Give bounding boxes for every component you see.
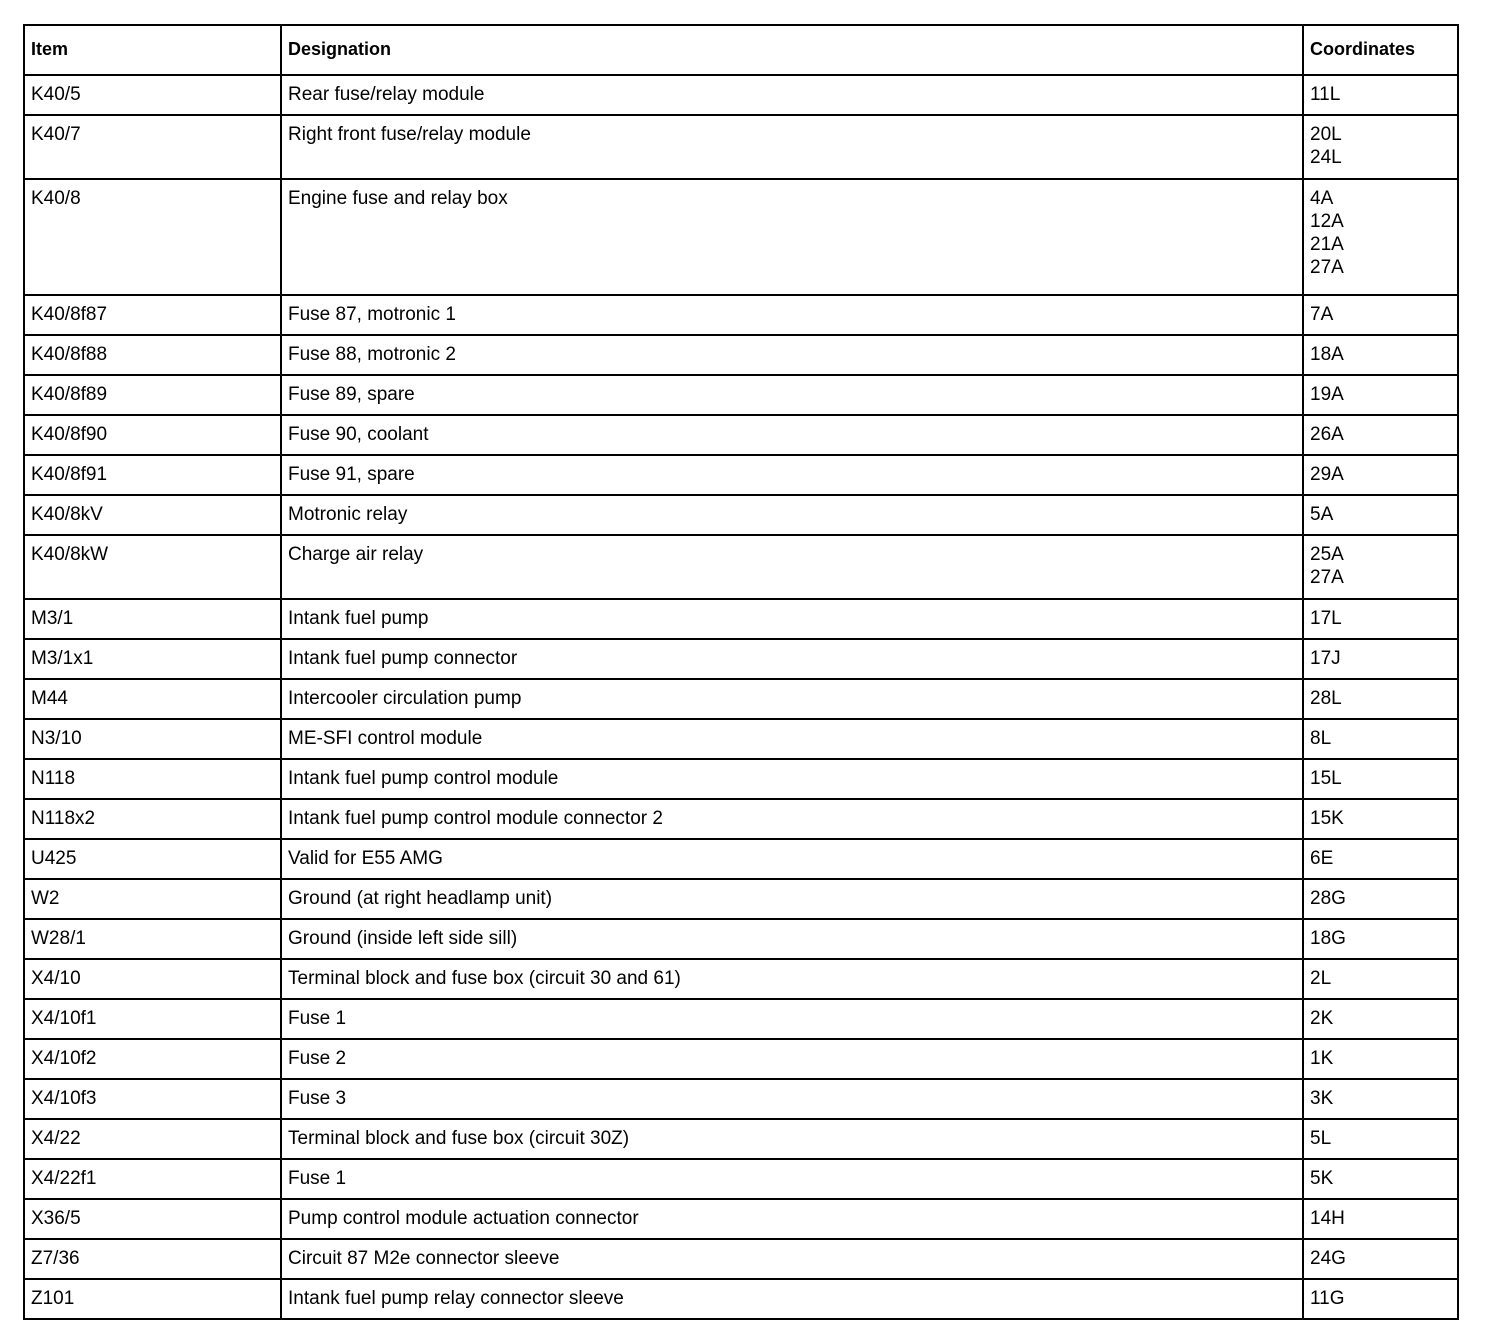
cell-designation: Fuse 88, motronic 2 [281,335,1303,375]
cell-item: K40/8kW [24,535,281,599]
header-row [24,25,1458,75]
cell-item: Z101 [24,1279,281,1319]
coordinate-value: 12A [1310,211,1344,232]
cell-designation: Valid for E55 AMG [281,839,1303,879]
cell-coordinates [1303,335,1458,375]
cell-item: K40/8f87 [24,295,281,335]
table-row [24,599,1458,639]
cell-designation: Fuse 87, motronic 1 [281,295,1303,335]
cell-designation: Engine fuse and relay box [281,179,1303,295]
cell-designation: Charge air relay [281,535,1303,599]
table-row [24,839,1458,879]
cell-designation: Fuse 89, spare [281,375,1303,415]
coordinate-value: 7A [1310,304,1334,325]
coordinate-value: 11G [1310,1288,1345,1309]
table-row [24,115,1458,179]
cell-designation: Fuse 91, spare [281,455,1303,495]
cell-item: M3/1x1 [24,639,281,679]
cell-designation: Circuit 87 M2e connector sleeve [281,1239,1303,1279]
cell-item: X4/10f3 [24,1079,281,1119]
table-row [24,1199,1458,1239]
coordinate-value: 18A [1310,344,1344,365]
table-row [24,959,1458,999]
cell-coordinates [1303,1239,1458,1279]
cell-item: X4/22 [24,1119,281,1159]
cell-item: K40/8kV [24,495,281,535]
cell-item: M3/1 [24,599,281,639]
cell-designation: Intank fuel pump connector [281,639,1303,679]
cell-coordinates [1303,1279,1458,1319]
cell-coordinates [1303,415,1458,455]
table-row [24,719,1458,759]
cell-designation: Intank fuel pump relay connector sleeve [281,1279,1303,1319]
cell-item: K40/8f88 [24,335,281,375]
cell-item: U425 [24,839,281,879]
coordinate-value: 17J [1310,648,1341,669]
cell-item: W28/1 [24,919,281,959]
table-row [24,1279,1458,1319]
cell-designation: Intank fuel pump control module connector 2 [281,799,1303,839]
coordinate-value: 15K [1310,808,1344,829]
cell-designation: Fuse 2 [281,1039,1303,1079]
cell-item: M44 [24,679,281,719]
coordinate-value: 28L [1310,688,1342,709]
cell-coordinates [1303,115,1458,179]
cell-coordinates [1303,295,1458,335]
table-body [24,75,1458,1319]
header-item: Item [24,25,281,75]
cell-coordinates [1303,879,1458,919]
cell-designation: Terminal block and fuse box (circuit 30 and 61) [281,959,1303,999]
table-row [24,295,1458,335]
table-row [24,335,1458,375]
cell-designation: Fuse 90, coolant [281,415,1303,455]
cell-designation: Ground (at right headlamp unit) [281,879,1303,919]
table-row [24,495,1458,535]
coordinate-value: 8L [1310,728,1332,749]
table-row [24,1239,1458,1279]
cell-coordinates [1303,679,1458,719]
cell-item: K40/8f89 [24,375,281,415]
cell-coordinates [1303,639,1458,679]
cell-coordinates [1303,759,1458,799]
coordinate-value: 24L [1310,147,1342,168]
table-row [24,1119,1458,1159]
cell-designation: Ground (inside left side sill) [281,919,1303,959]
cell-designation: Motronic relay [281,495,1303,535]
cell-item: X4/10f2 [24,1039,281,1079]
coordinate-value: 21A [1310,234,1344,255]
cell-item: N118 [24,759,281,799]
coordinate-value: 3K [1310,1088,1334,1109]
cell-item: N118x2 [24,799,281,839]
coordinate-value: 14H [1310,1208,1345,1229]
coordinate-value: 5K [1310,1168,1334,1189]
cell-coordinates [1303,1159,1458,1199]
coordinate-value: 20L [1310,124,1342,145]
cell-item: X36/5 [24,1199,281,1239]
cell-coordinates [1303,495,1458,535]
cell-coordinates [1303,959,1458,999]
coordinate-value: 4A [1310,188,1334,209]
coordinate-value: 1K [1310,1048,1334,1069]
cell-item: K40/7 [24,115,281,179]
cell-item: K40/8 [24,179,281,295]
table-row [24,75,1458,115]
table-row [24,999,1458,1039]
cell-item: N3/10 [24,719,281,759]
coordinate-value: 18G [1310,928,1346,949]
cell-designation: Intank fuel pump [281,599,1303,639]
coordinate-value: 11L [1310,84,1341,105]
header-coordinates: Coordinates [1303,25,1458,75]
cell-designation: Rear fuse/relay module [281,75,1303,115]
cell-coordinates [1303,1039,1458,1079]
coordinate-value: 24G [1310,1248,1346,1269]
cell-item: K40/8f90 [24,415,281,455]
table-row [24,375,1458,415]
table-row [24,879,1458,919]
cell-coordinates [1303,455,1458,495]
cell-item: X4/10 [24,959,281,999]
header-designation: Designation [281,25,1303,75]
coordinate-value: 6E [1310,848,1334,869]
cell-coordinates [1303,919,1458,959]
table-header [24,25,1458,75]
table-row [24,1159,1458,1199]
coordinate-value: 5L [1310,1128,1332,1149]
coordinate-value: 2L [1310,968,1332,989]
table-row [24,415,1458,455]
table-row [24,1079,1458,1119]
cell-coordinates [1303,799,1458,839]
coordinate-value: 15L [1310,768,1342,789]
cell-coordinates [1303,839,1458,879]
coordinate-value: 29A [1310,464,1344,485]
cell-designation: Terminal block and fuse box (circuit 30Z) [281,1119,1303,1159]
cell-item: Z7/36 [24,1239,281,1279]
cell-designation: Fuse 1 [281,999,1303,1039]
coordinate-value: 25A [1310,544,1344,565]
cell-designation: Intercooler circulation pump [281,679,1303,719]
cell-coordinates [1303,179,1458,295]
coordinate-value: 5A [1310,504,1334,525]
cell-designation: Pump control module actuation connector [281,1199,1303,1239]
coordinate-value: 28G [1310,888,1346,909]
cell-coordinates [1303,75,1458,115]
cell-item: W2 [24,879,281,919]
coordinate-value: 19A [1310,384,1344,405]
coordinate-value: 17L [1310,608,1342,629]
cell-item: K40/5 [24,75,281,115]
coordinate-value: 27A [1310,567,1344,588]
cell-designation: Fuse 1 [281,1159,1303,1199]
cell-coordinates [1303,535,1458,599]
cell-coordinates [1303,1079,1458,1119]
component-table [23,24,1459,1320]
table-row [24,759,1458,799]
cell-coordinates [1303,375,1458,415]
table-row [24,535,1458,599]
table-row [24,639,1458,679]
cell-designation: Fuse 3 [281,1079,1303,1119]
cell-designation: Intank fuel pump control module [281,759,1303,799]
cell-designation: ME-SFI control module [281,719,1303,759]
cell-item: K40/8f91 [24,455,281,495]
table-row [24,919,1458,959]
table-row [24,1039,1458,1079]
cell-item: X4/10f1 [24,999,281,1039]
table-row [24,179,1458,295]
table-row [24,679,1458,719]
cell-coordinates [1303,599,1458,639]
table-row [24,799,1458,839]
cell-coordinates [1303,1119,1458,1159]
cell-designation: Right front fuse/relay module [281,115,1303,179]
cell-coordinates [1303,1199,1458,1239]
coordinate-value: 27A [1310,257,1344,278]
coordinate-value: 2K [1310,1008,1334,1029]
cell-coordinates [1303,999,1458,1039]
table-row [24,455,1458,495]
cell-item: X4/22f1 [24,1159,281,1199]
coordinate-value: 26A [1310,424,1344,445]
cell-coordinates [1303,719,1458,759]
